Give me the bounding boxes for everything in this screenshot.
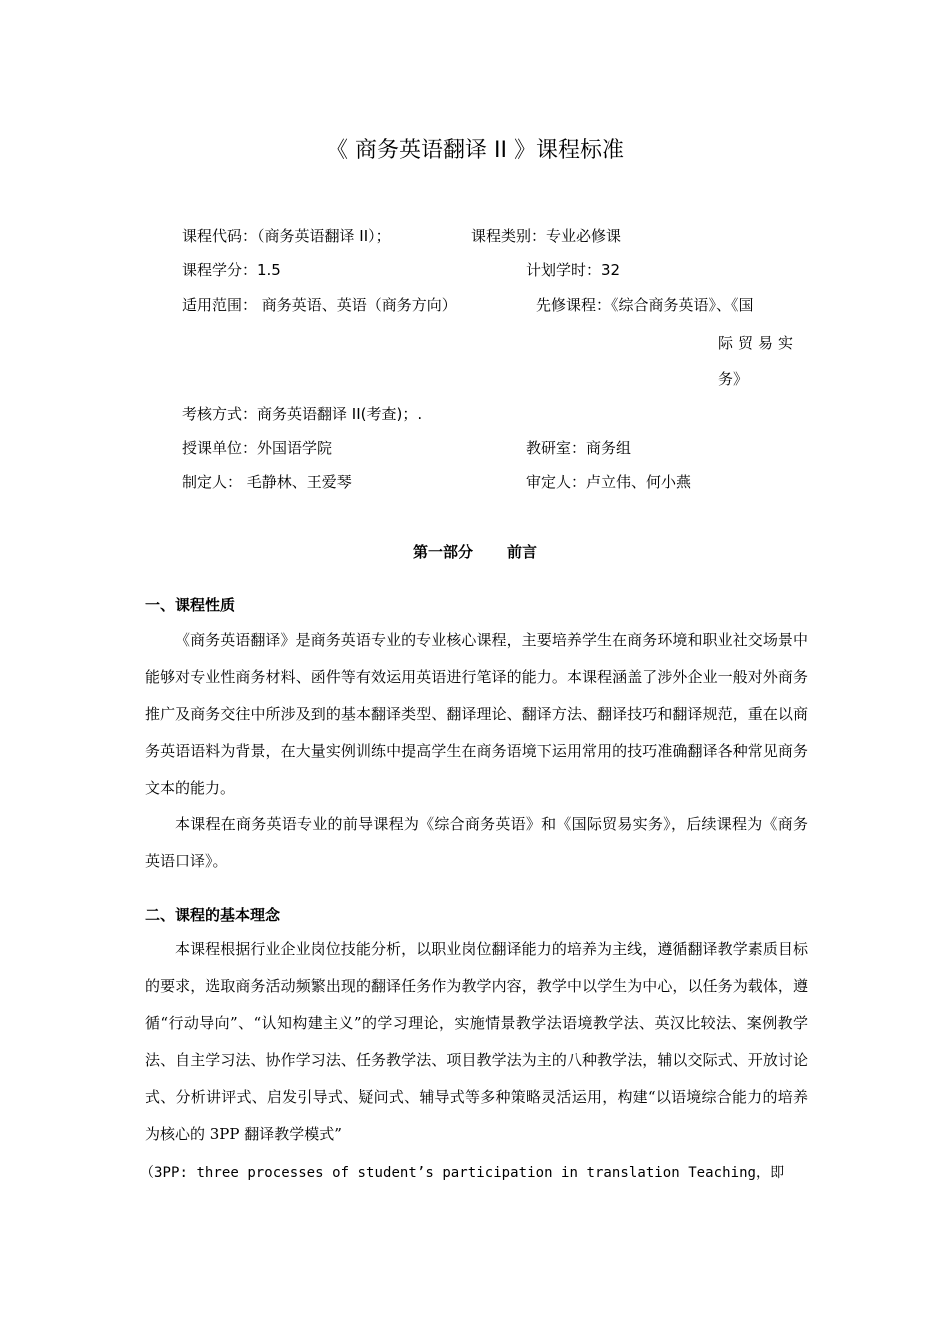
section-2-paragraph-1: 本课程根据行业企业岗位技能分析，以职业岗位翻译能力的培养为主线，遵循翻译教学素质目标的要求，选取商务活动频繁出现的翻译任务作为教学内容，教学中以学生为中心，以任务为载体，遵循“行动导向”、“认知构建主义”的学习理论，实施情景教学法语境教学法、英汉比较法、案例教学法、自主学习法、协作学习法、任务教学法、项目教学法为主的八种教学法，辅以交际式、开放讨论式、分析讲评式、启发引导式、疑问式、辅导式等多种策略灵活运用，构建“以语境综合能力的培养为核心的 3PP 翻译教学模式” [145, 940, 808, 1143]
course-hours: 计划学时：32 [526, 261, 621, 279]
section-1-paragraph-2: 本课程在商务英语专业的前导课程为《综合商务英语》和《国际贸易实务》，后续课程为《商务英语口译》。 [145, 815, 808, 870]
document-title: 《 商务英语翻译 II 》课程标准 [326, 138, 624, 163]
teaching-department: 授课单位：外国语学院 [182, 439, 333, 457]
author: 制定人： 毛静林、王爱琴 [182, 473, 352, 491]
course-scope: 适用范围： 商务英语、英语（商务方向） [182, 296, 457, 314]
section-heading-2: 二、课程的基本理念 [145, 906, 281, 924]
prerequisite-line-1: 先修课程：《综合商务英语》、《国 [536, 296, 754, 314]
prerequisite-line-3: 务》 [718, 370, 749, 388]
reviewer: 审定人：卢立伟、何小燕 [526, 473, 692, 491]
section-heading-1: 一、课程性质 [145, 596, 236, 614]
course-credits: 课程学分：1.5 [182, 261, 281, 279]
part-heading [0, 541, 950, 563]
prerequisite-line-2: 际贸易实 [718, 334, 799, 352]
assessment-method: 考核方式：商务英语翻译 II(考查)；. [182, 405, 423, 423]
course-type: 课程类别：专业必修课 [471, 227, 622, 245]
course-code: 课程代码：（商务英语翻译 II）； [182, 227, 391, 245]
part-name: 前言 [507, 543, 538, 561]
section-1-paragraph-1: 《商务英语翻译》是商务英语专业的专业核心课程，主要培养学生在商务环境和职业社交场景中能够对专业性商务材料、函件等有效运用英语进行笔译的能力。本课程涵盖了涉外企业一般对外商务推广及商务交往中所涉及到的基本翻译类型、翻译理论、翻译方法、翻译技巧和翻译规范，重在以商务英语语料为背景，在大量实例训练中提高学生在商务语境下运用常用的技巧准确翻译各种常见商务文本的能力。 [145, 631, 808, 797]
teaching-office: 教研室：商务组 [526, 439, 632, 457]
part-label: 第一部分 [412, 543, 473, 561]
section-2-paragraph-1-continuation: （3PP: three processes of student’s participation in translation Teaching，即 [140, 1165, 785, 1181]
